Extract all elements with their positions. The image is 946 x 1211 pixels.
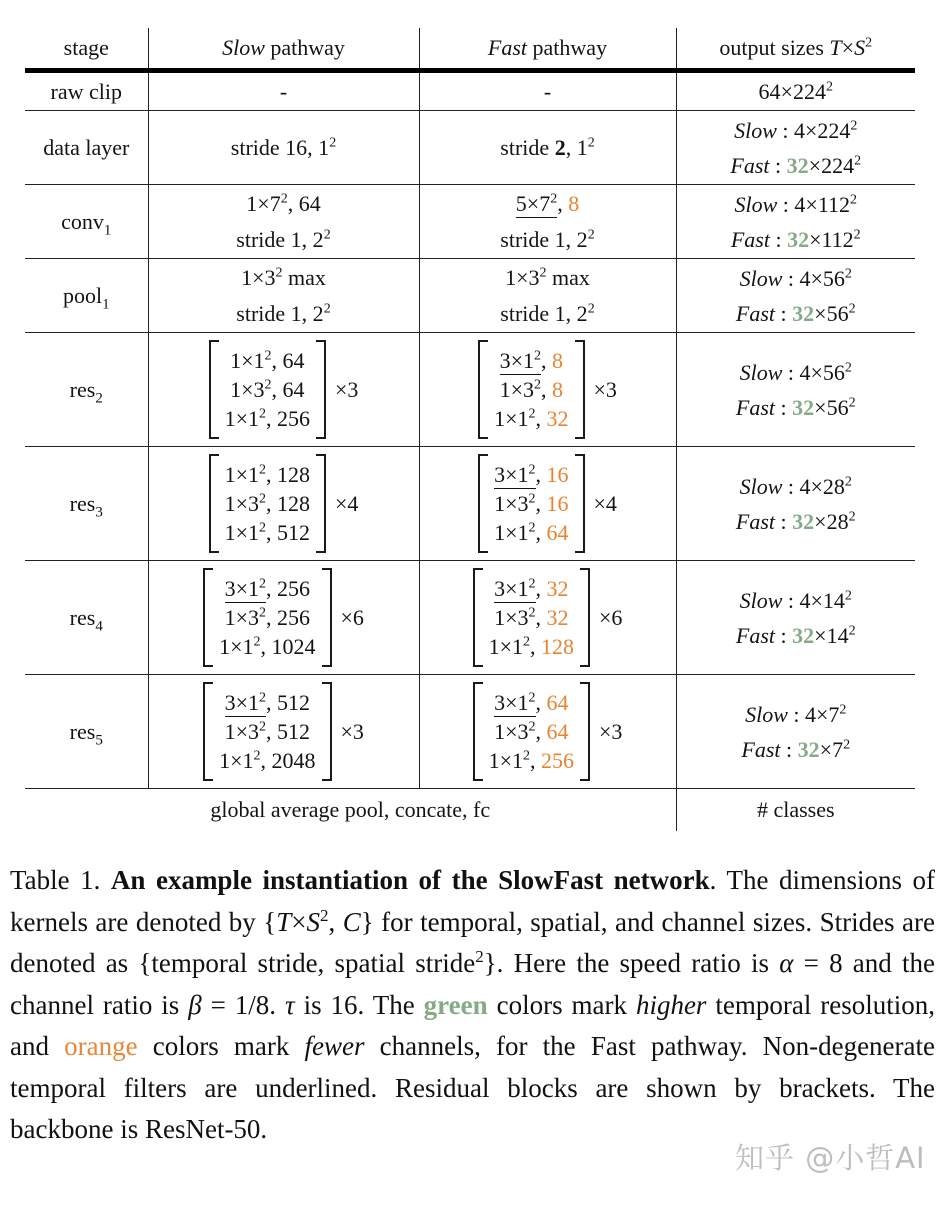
stage-cell: res$_3$ xyxy=(25,447,148,561)
fast-temporal-green: 32 xyxy=(792,622,815,648)
output-cell xyxy=(676,447,915,561)
col-header-stage: stage xyxy=(25,28,148,71)
slow-cell xyxy=(148,561,419,675)
bracket-right-icon xyxy=(580,568,590,667)
table-row-res2 xyxy=(25,333,915,447)
bracket-right-icon xyxy=(316,340,326,439)
output-cell xyxy=(676,185,915,259)
residual-block: $3\times 1^2$, 256 $1\times 3^2$, 256 $1\times 1^2$, 1024 ×6 xyxy=(149,561,419,674)
residual-block: $3\times 1^2$, 32 $1\times 3^2$, 32 $1\times 1^2$, 128 ×6 xyxy=(420,561,676,674)
output-fast-line: Fast : $32\times 56^2$ xyxy=(735,394,856,420)
block-multiplier: ×3 xyxy=(599,718,623,744)
fast-cell: stride 2, $1^2$ xyxy=(419,111,676,185)
fast-temporal-green: 32 xyxy=(792,394,815,420)
stage-cell: res$_2$ xyxy=(25,333,148,447)
col-header-slow-pathway: Slow pathway xyxy=(148,28,419,71)
bracket-left-icon xyxy=(209,340,219,439)
output-slow-line: Slow : $4\times 112^2$ xyxy=(734,191,857,217)
stage-cell: res$_5$ xyxy=(25,675,148,789)
table-row-final xyxy=(25,789,915,832)
fast-cell xyxy=(419,333,676,447)
bracket-left-icon xyxy=(478,340,488,439)
output-fast-line: Fast : $32\times 7^2$ xyxy=(741,736,851,762)
residual-block: $1\times 1^2$, 128 $1\times 3^2$, 128 $1\times 1^2$, 512 ×4 xyxy=(149,447,419,560)
underlined-temporal-kernel: $3\times 1^2$ xyxy=(494,576,536,601)
residual-block: $3\times 1^2$, 8 $1\times 3^2$, 8 $1\times 1^2$, 32 ×3 xyxy=(420,333,676,446)
underlined-temporal-kernel: $3\times 1^2$ xyxy=(224,576,266,601)
bracket-right-icon xyxy=(322,682,332,781)
block-multiplier: ×4 xyxy=(335,490,359,516)
fast-temporal-green: 32 xyxy=(792,508,815,534)
col-header-output-sizes: output sizes $T\times S^2$ xyxy=(676,28,915,71)
output-slow-line: Slow : $4\times 14^2$ xyxy=(739,587,852,613)
bracket-left-icon xyxy=(478,454,488,553)
block-multiplier: ×3 xyxy=(593,376,617,402)
temporal-stride-value: 2 xyxy=(554,134,566,160)
stage-cell: pool$_1$ xyxy=(25,259,148,333)
stage-cell: conv$_1$ xyxy=(25,185,148,259)
slow-cell: $1\times 7^2$, 64 stride 1, $2^2$ xyxy=(148,185,419,259)
fast-label: Fast xyxy=(487,35,528,60)
header-row xyxy=(25,28,915,71)
col-header-fast-pathway: Fast pathway xyxy=(419,28,676,71)
fast-cell: - xyxy=(419,71,676,111)
slow-cell xyxy=(148,333,419,447)
output-fast-line: Fast : $32\times 224^2$ xyxy=(730,152,862,178)
bracket-right-icon xyxy=(322,568,332,667)
output-fast-line: Fast : $32\times 28^2$ xyxy=(735,508,856,534)
output-cell xyxy=(676,561,915,675)
block-multiplier: ×4 xyxy=(593,490,617,516)
stage-cell: raw clip xyxy=(50,78,122,104)
residual-block: $3\times 1^2$, 512 $1\times 3^2$, 512 $1\times 1^2$, 2048 ×3 xyxy=(149,675,419,788)
fast-channels-orange: 8 xyxy=(568,190,580,216)
fast-temporal-green: 32 xyxy=(787,226,810,252)
underlined-temporal-kernel: $5\times 7^2$ xyxy=(515,190,558,216)
fast-cell xyxy=(419,447,676,561)
block-multiplier: ×3 xyxy=(340,718,364,744)
output-slow-line: Slow : $4\times 56^2$ xyxy=(739,265,852,291)
table-caption: Table 1. An example instantiation of the SlowFast network. The dimensions of kernels are denoted by {$T\times S^2$, C} for temporal, spatial, and channel sizes. Strides are denoted as {temporal stride, spatial stride$^2$}. Here the speed ratio is α = 8 and the channel ratio is β = 1/8. τ is 16. The green colors mark higher temporal resolution, and orange colors mark fewer channels, for the Fast pathway. Non-degenerate temporal filters are underlined. Residual blocks are shown by brackets. The backbone is ResNet-50. xyxy=(10,865,936,1144)
output-slow-line: Slow : $4\times 224^2$ xyxy=(734,117,858,143)
output-cell xyxy=(676,259,915,333)
bracket-left-icon xyxy=(209,454,219,553)
output-cell: $64\times 224^2$ xyxy=(676,71,915,111)
stage-cell: res$_4$ xyxy=(25,561,148,675)
bracket-left-icon xyxy=(473,568,483,667)
fast-temporal-green: 32 xyxy=(797,736,820,762)
caption-orange-word: orange xyxy=(64,1031,138,1061)
underlined-temporal-kernel: $3\times 1^2$ xyxy=(494,690,536,715)
residual-block: $1\times 1^2$, 64 $1\times 3^2$, 64 $1\times 1^2$, 256 ×3 xyxy=(149,333,419,446)
output-fast-line: Fast : $32\times 56^2$ xyxy=(735,300,856,326)
table-row-res5 xyxy=(25,675,915,789)
slow-cell xyxy=(148,675,419,789)
table-row-pool1 xyxy=(25,259,915,333)
stage-cell: data layer xyxy=(25,111,148,185)
slow-cell: $1\times 3^2$ max stride 1, $2^2$ xyxy=(148,259,419,333)
block-multiplier: ×6 xyxy=(599,604,623,630)
bracket-right-icon xyxy=(580,682,590,781)
fast-cell xyxy=(419,561,676,675)
output-cell xyxy=(676,675,915,789)
table-row-conv1 xyxy=(25,185,915,259)
table-row-res4 xyxy=(25,561,915,675)
slow-cell: stride 16, $1^2$ xyxy=(148,111,419,185)
underlined-temporal-kernel: $3\times 1^2$ xyxy=(224,690,266,715)
slow-label: Slow xyxy=(222,35,265,60)
residual-block: $3\times 1^2$, 16 $1\times 3^2$, 16 $1\times 1^2$, 64 ×4 xyxy=(420,447,676,560)
bracket-right-icon xyxy=(575,340,585,439)
final-left-cell: global average pool, concate, fc xyxy=(25,789,676,832)
bracket-left-icon xyxy=(203,568,213,667)
underlined-temporal-kernel: $3\times 1^2$ xyxy=(499,348,541,373)
caption-green-word: green xyxy=(423,989,488,1020)
output-fast-line: Fast : $32\times 112^2$ xyxy=(730,226,861,252)
bracket-right-icon xyxy=(316,454,326,553)
fast-cell: $5\times 7^2$, 8 stride 1, $2^2$ xyxy=(419,185,676,259)
block-multiplier: ×3 xyxy=(335,376,359,402)
slow-cell xyxy=(148,447,419,561)
slowfast-table xyxy=(25,28,915,831)
table-row-data-layer xyxy=(25,111,915,185)
fast-temporal-green: 32 xyxy=(792,300,815,326)
watermark: 知乎 @小哲AI xyxy=(735,1141,926,1175)
output-fast-line: Fast : $32\times 14^2$ xyxy=(735,622,856,648)
fast-temporal-green: 32 xyxy=(786,152,809,178)
output-cell xyxy=(676,111,915,185)
underlined-temporal-kernel: $3\times 1^2$ xyxy=(494,462,536,487)
bracket-left-icon xyxy=(203,682,213,781)
table-row-raw-clip xyxy=(25,71,915,111)
output-cell xyxy=(676,333,915,447)
table-row-res3 xyxy=(25,447,915,561)
block-multiplier: ×6 xyxy=(340,604,364,630)
bracket-right-icon xyxy=(575,454,585,553)
bracket-left-icon xyxy=(473,682,483,781)
output-slow-line: Slow : $4\times 56^2$ xyxy=(739,359,852,385)
slow-cell: - xyxy=(148,71,419,111)
num-classes-cell: # classes xyxy=(676,789,915,832)
output-slow-line: Slow : $4\times 7^2$ xyxy=(745,701,847,727)
residual-block: $3\times 1^2$, 64 $1\times 3^2$, 64 $1\times 1^2$, 256 ×3 xyxy=(420,675,676,788)
fast-cell: $1\times 3^2$ max stride 1, $2^2$ xyxy=(419,259,676,333)
fast-cell xyxy=(419,675,676,789)
caption-table-number: Table 1. xyxy=(10,865,111,895)
output-slow-line: Slow : $4\times 28^2$ xyxy=(739,473,852,499)
caption-bold-title: An example instantiation of the SlowFast network xyxy=(110,865,710,895)
